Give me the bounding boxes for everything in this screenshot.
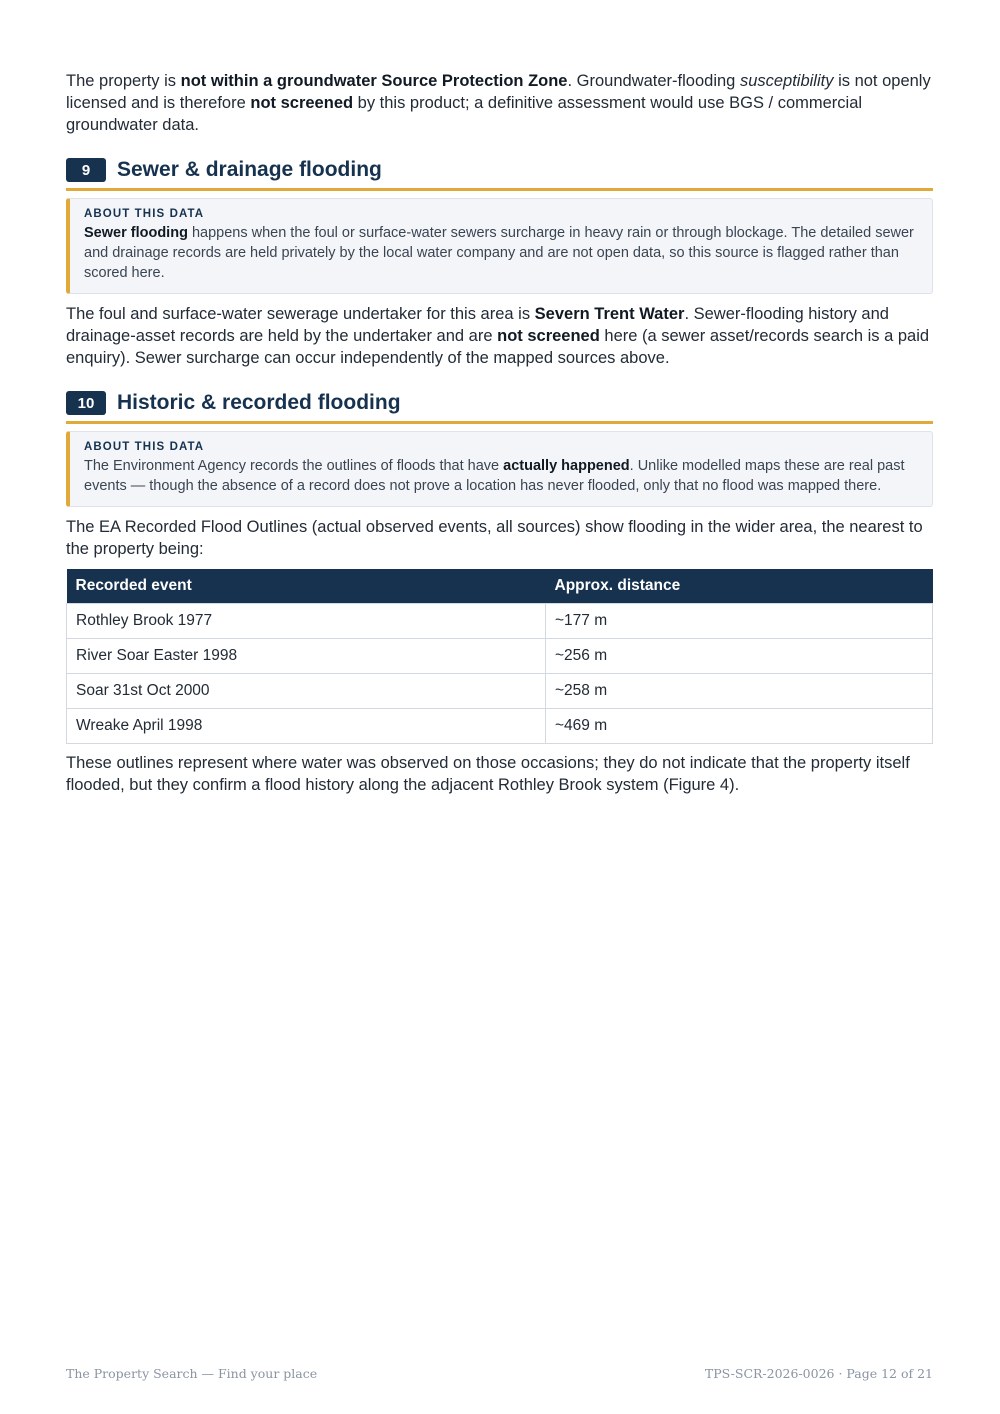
recorded-flood-table [66,569,933,744]
about-label: ABOUT THIS DATA [84,441,205,453]
section-number-badge: 10 [66,391,106,415]
section-title: Historic & recorded flooding [117,391,401,414]
about-text: Sewer flooding happens when the foul or surface-water sewers surcharge in heavy rain or through blockage. The detailed sewer and drainage records are held privately by the local water company and are not open data, so this source is flagged rather than scored here. [84,225,914,281]
page-content [66,70,933,796]
event-cell: Wreake April 1998 [67,709,546,744]
column-header: Approx. distance [546,569,933,604]
event-cell: Rothley Brook 1977 [67,604,546,639]
table-row [67,639,933,674]
section-number-badge: 9 [66,158,106,182]
footer-page-ref: TPS-SCR-2026-0026 · Page 12 of 21 [704,1366,933,1381]
distance-cell: ~258 m [546,674,933,709]
sewer-paragraph: The foul and surface-water sewerage undertaker for this area is Severn Trent Water. Sewer-flooding history and drainage-asset records are held by the undertaker and are not screened here (a sewer asset/records search is a paid enquiry). Sewer surcharge can occur independently of the mapped sources above. [66,305,930,367]
recorded-conclusion-paragraph: These outlines represent where water was observed on those occasions; they do not indicate that the property itself flooded, but they confirm a flood history along the adjacent Rothley Brook system (Figure 4). [66,754,910,794]
distance-cell: ~177 m [546,604,933,639]
table-row [67,604,933,639]
section-10-heading [66,391,933,424]
distance-cell: ~469 m [546,709,933,744]
about-label: ABOUT THIS DATA [84,208,205,220]
groundwater-paragraph: The property is not within a groundwater Source Protection Zone. Groundwater-flooding susceptibility is not openly licensed and is therefore not screened by this product; a definitive assessment would use BGS / commercial groundwater data. [66,72,931,134]
table-row [67,709,933,744]
recorded-intro-paragraph: The EA Recorded Flood Outlines (actual observed events, all sources) show flooding in the wider area, the nearest to the property being: [66,518,923,558]
column-header: Recorded event [67,569,546,604]
event-cell: Soar 31st Oct 2000 [67,674,546,709]
about-text: The Environment Agency records the outlines of floods that have actually happened. Unlike modelled maps these are real past events — though the absence of a record does not prove a location has never flooded, only that no flood was mapped there. [84,458,905,494]
about-data-box [66,198,933,294]
event-cell: River Soar Easter 1998 [67,639,546,674]
table-header-row [67,569,933,604]
section-9-heading [66,158,933,191]
distance-cell: ~256 m [546,639,933,674]
about-data-box [66,431,933,507]
table-row [67,674,933,709]
footer-brand: The Property Search — Find your place [66,1366,318,1381]
section-title: Sewer & drainage flooding [117,158,382,181]
